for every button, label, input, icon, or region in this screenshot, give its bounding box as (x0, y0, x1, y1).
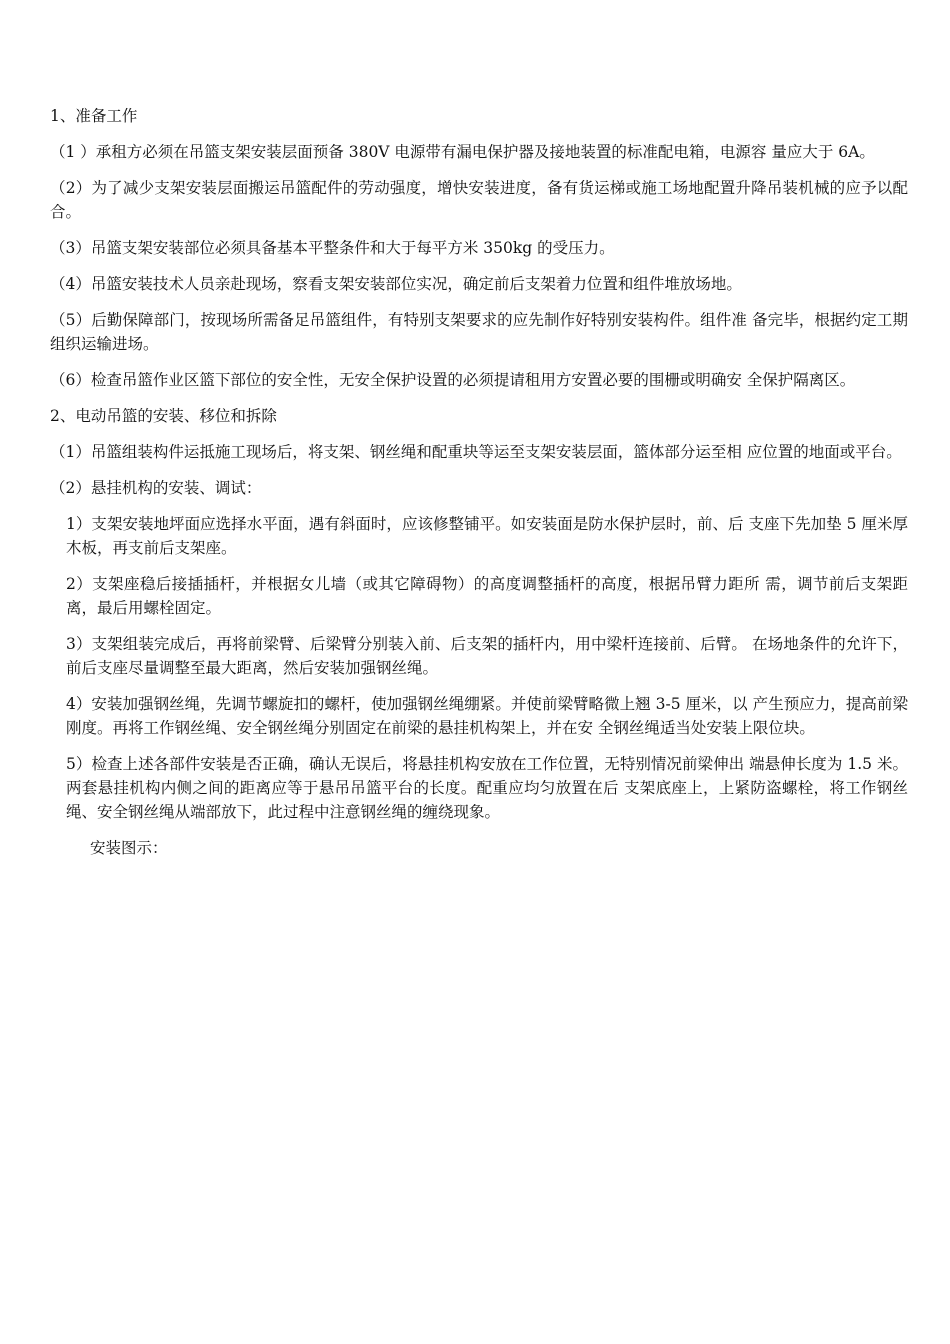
prep-item-6: （6）检查吊篮作业区篮下部位的安全性，无安全保护设置的必须提请租用方安置必要的围栅或明确安 全保护隔离区。 (50, 371, 856, 389)
prep-item-5: （5）后勤保障部门，按现场所需备足吊篮组件，有特别支架要求的应先制作好特别安装构件。组件准 备完毕，根据约定工期组织运输进场。 (50, 311, 908, 353)
prep-item-2: （2）为了减少支架安装层面搬运吊篮配件的劳动强度，增快安装进度，备有货运梯或施工场地配置升降吊装机械的应予以配合。 (50, 179, 908, 221)
prep-item-3: （3）吊篮支架安装部位必须具备基本平整条件和大于每平方米 350kg 的受压力。 (50, 239, 615, 257)
install-step-5: 5）检查上述各部件安装是否正确，确认无误后，将悬挂机构安放在工作位置，无特别情况前梁伸出 端悬伸长度为 1.5 米。两套悬挂机构内侧之间的距离应等于悬吊吊篮平台的长度。配重应均匀放置在后 支架底座上，上紧防盗螺栓，将工作钢丝绳、安全钢丝绳从端部放下，此过程中注意钢丝绳的缠绕现象。 (66, 755, 908, 821)
document-body (50, 104, 908, 872)
section-heading-preparation: 1、准备工作 (50, 107, 138, 125)
section-heading-installation: 2、电动吊篮的安装、移位和拆除 (50, 407, 277, 425)
install-item-1: （1）吊篮组装构件运抵施工现场后，将支架、钢丝绳和配重块等运至支架安装层面，篮体部分运至相 应位置的地面或平台。 (50, 443, 902, 461)
figure-caption: 安装图示： (90, 839, 168, 857)
install-step-4: 4）安装加强钢丝绳，先调节螺旋扣的螺杆，使加强钢丝绳绷紧。并使前梁臂略微上翘 3-5 厘米，以 产生预应力，提高前梁刚度。再将工作钢丝绳、安全钢丝绳分别固定在前梁的悬挂机构架上，并在安 全钢丝绳适当处安装上限位块。 (66, 695, 908, 737)
prep-item-1: （1 ）承租方必须在吊篮支架安装层面预备 380V 电源带有漏电保护器及接地装置的标准配电箱，电源容 量应大于 6A。 (50, 143, 875, 161)
install-step-2: 2）支架座稳后接插插杆，并根据女儿墙（或其它障碍物）的高度调整插杆的高度，根据吊臂力距所 需，调节前后支架距离，最后用螺栓固定。 (66, 575, 908, 617)
install-step-1: 1）支架安装地坪面应选择水平面，遇有斜面时，应该修整铺平。如安装面是防水保护层时，前、后 支座下先加垫 5 厘米厚木板，再支前后支架座。 (66, 515, 908, 557)
install-step-3: 3）支架组装完成后，再将前梁臂、后梁臂分别装入前、后支架的插杆内，用中梁杆连接前、后臂。 在场地条件的允许下，前后支座尽量调整至最大距离，然后安装加强钢丝绳。 (66, 635, 908, 677)
install-item-2: （2）悬挂机构的安装、调试： (50, 479, 262, 497)
prep-item-4: （4）吊篮安装技术人员亲赴现场，察看支架安装部位实况，确定前后支架着力位置和组件堆放场地。 (50, 275, 742, 293)
